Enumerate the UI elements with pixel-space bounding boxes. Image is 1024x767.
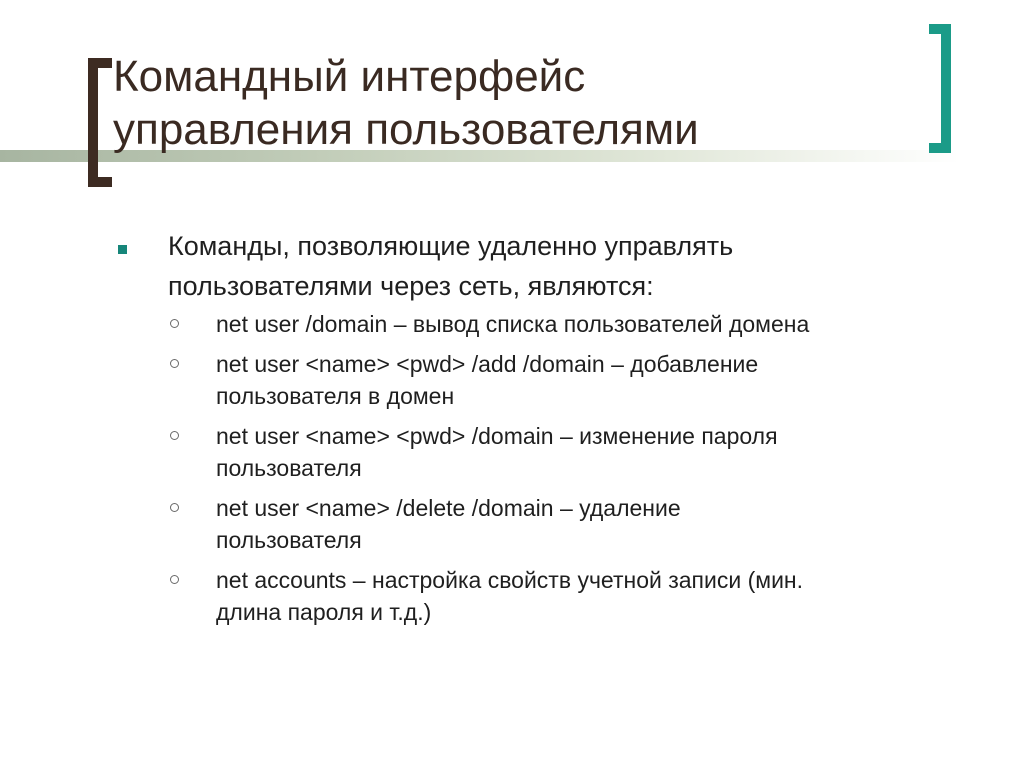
sub-bullet-line: пользователя в домен — [216, 383, 455, 409]
square-bullet-icon — [118, 245, 127, 254]
main-bullet-text — [168, 226, 998, 306]
right-bracket-icon — [929, 24, 951, 153]
slide-title-line: Командный интерфейс — [113, 52, 586, 101]
sub-bullet-item — [166, 420, 998, 484]
circle-bullet-icon — [170, 575, 179, 584]
slide-content — [118, 226, 998, 636]
main-bullet-item — [118, 226, 998, 306]
slide-title — [113, 50, 913, 156]
sub-bullet-item — [166, 492, 998, 556]
sub-bullet-line: пользователя — [216, 527, 362, 553]
sub-bullet-text — [216, 348, 998, 412]
left-bracket-icon — [88, 58, 112, 187]
sub-bullet-text — [216, 308, 998, 340]
circle-bullet-icon — [170, 503, 179, 512]
sub-bullet-line: net user <name> /delete /domain – удаление — [216, 495, 681, 521]
sub-bullet-text — [216, 492, 998, 556]
main-bullet-line: пользователями через сеть, являются: — [168, 271, 654, 301]
sub-bullet-text — [216, 564, 998, 628]
sub-bullet-list — [118, 308, 998, 628]
sub-bullet-item — [166, 564, 998, 628]
circle-bullet-icon — [170, 319, 179, 328]
sub-bullet-line: net accounts – настройка свойств учетной записи (мин. — [216, 567, 804, 593]
slide-title-line: управления пользователями — [113, 105, 699, 154]
sub-bullet-line: пользователя — [216, 455, 362, 481]
sub-bullet-line: net user /domain – вывод списка пользователей домена — [216, 311, 810, 337]
sub-bullet-line: net user <name> <pwd> /domain – изменение пароля — [216, 423, 778, 449]
main-bullet-line: Команды, позволяющие удаленно управлять — [168, 231, 734, 261]
circle-bullet-icon — [170, 431, 179, 440]
sub-bullet-item — [166, 308, 998, 340]
sub-bullet-line: net user <name> <pwd> /add /domain – добавление — [216, 351, 759, 377]
circle-bullet-icon — [170, 359, 179, 368]
sub-bullet-item — [166, 348, 998, 412]
sub-bullet-text — [216, 420, 998, 484]
sub-bullet-line: длина пароля и т.д.) — [216, 599, 432, 625]
